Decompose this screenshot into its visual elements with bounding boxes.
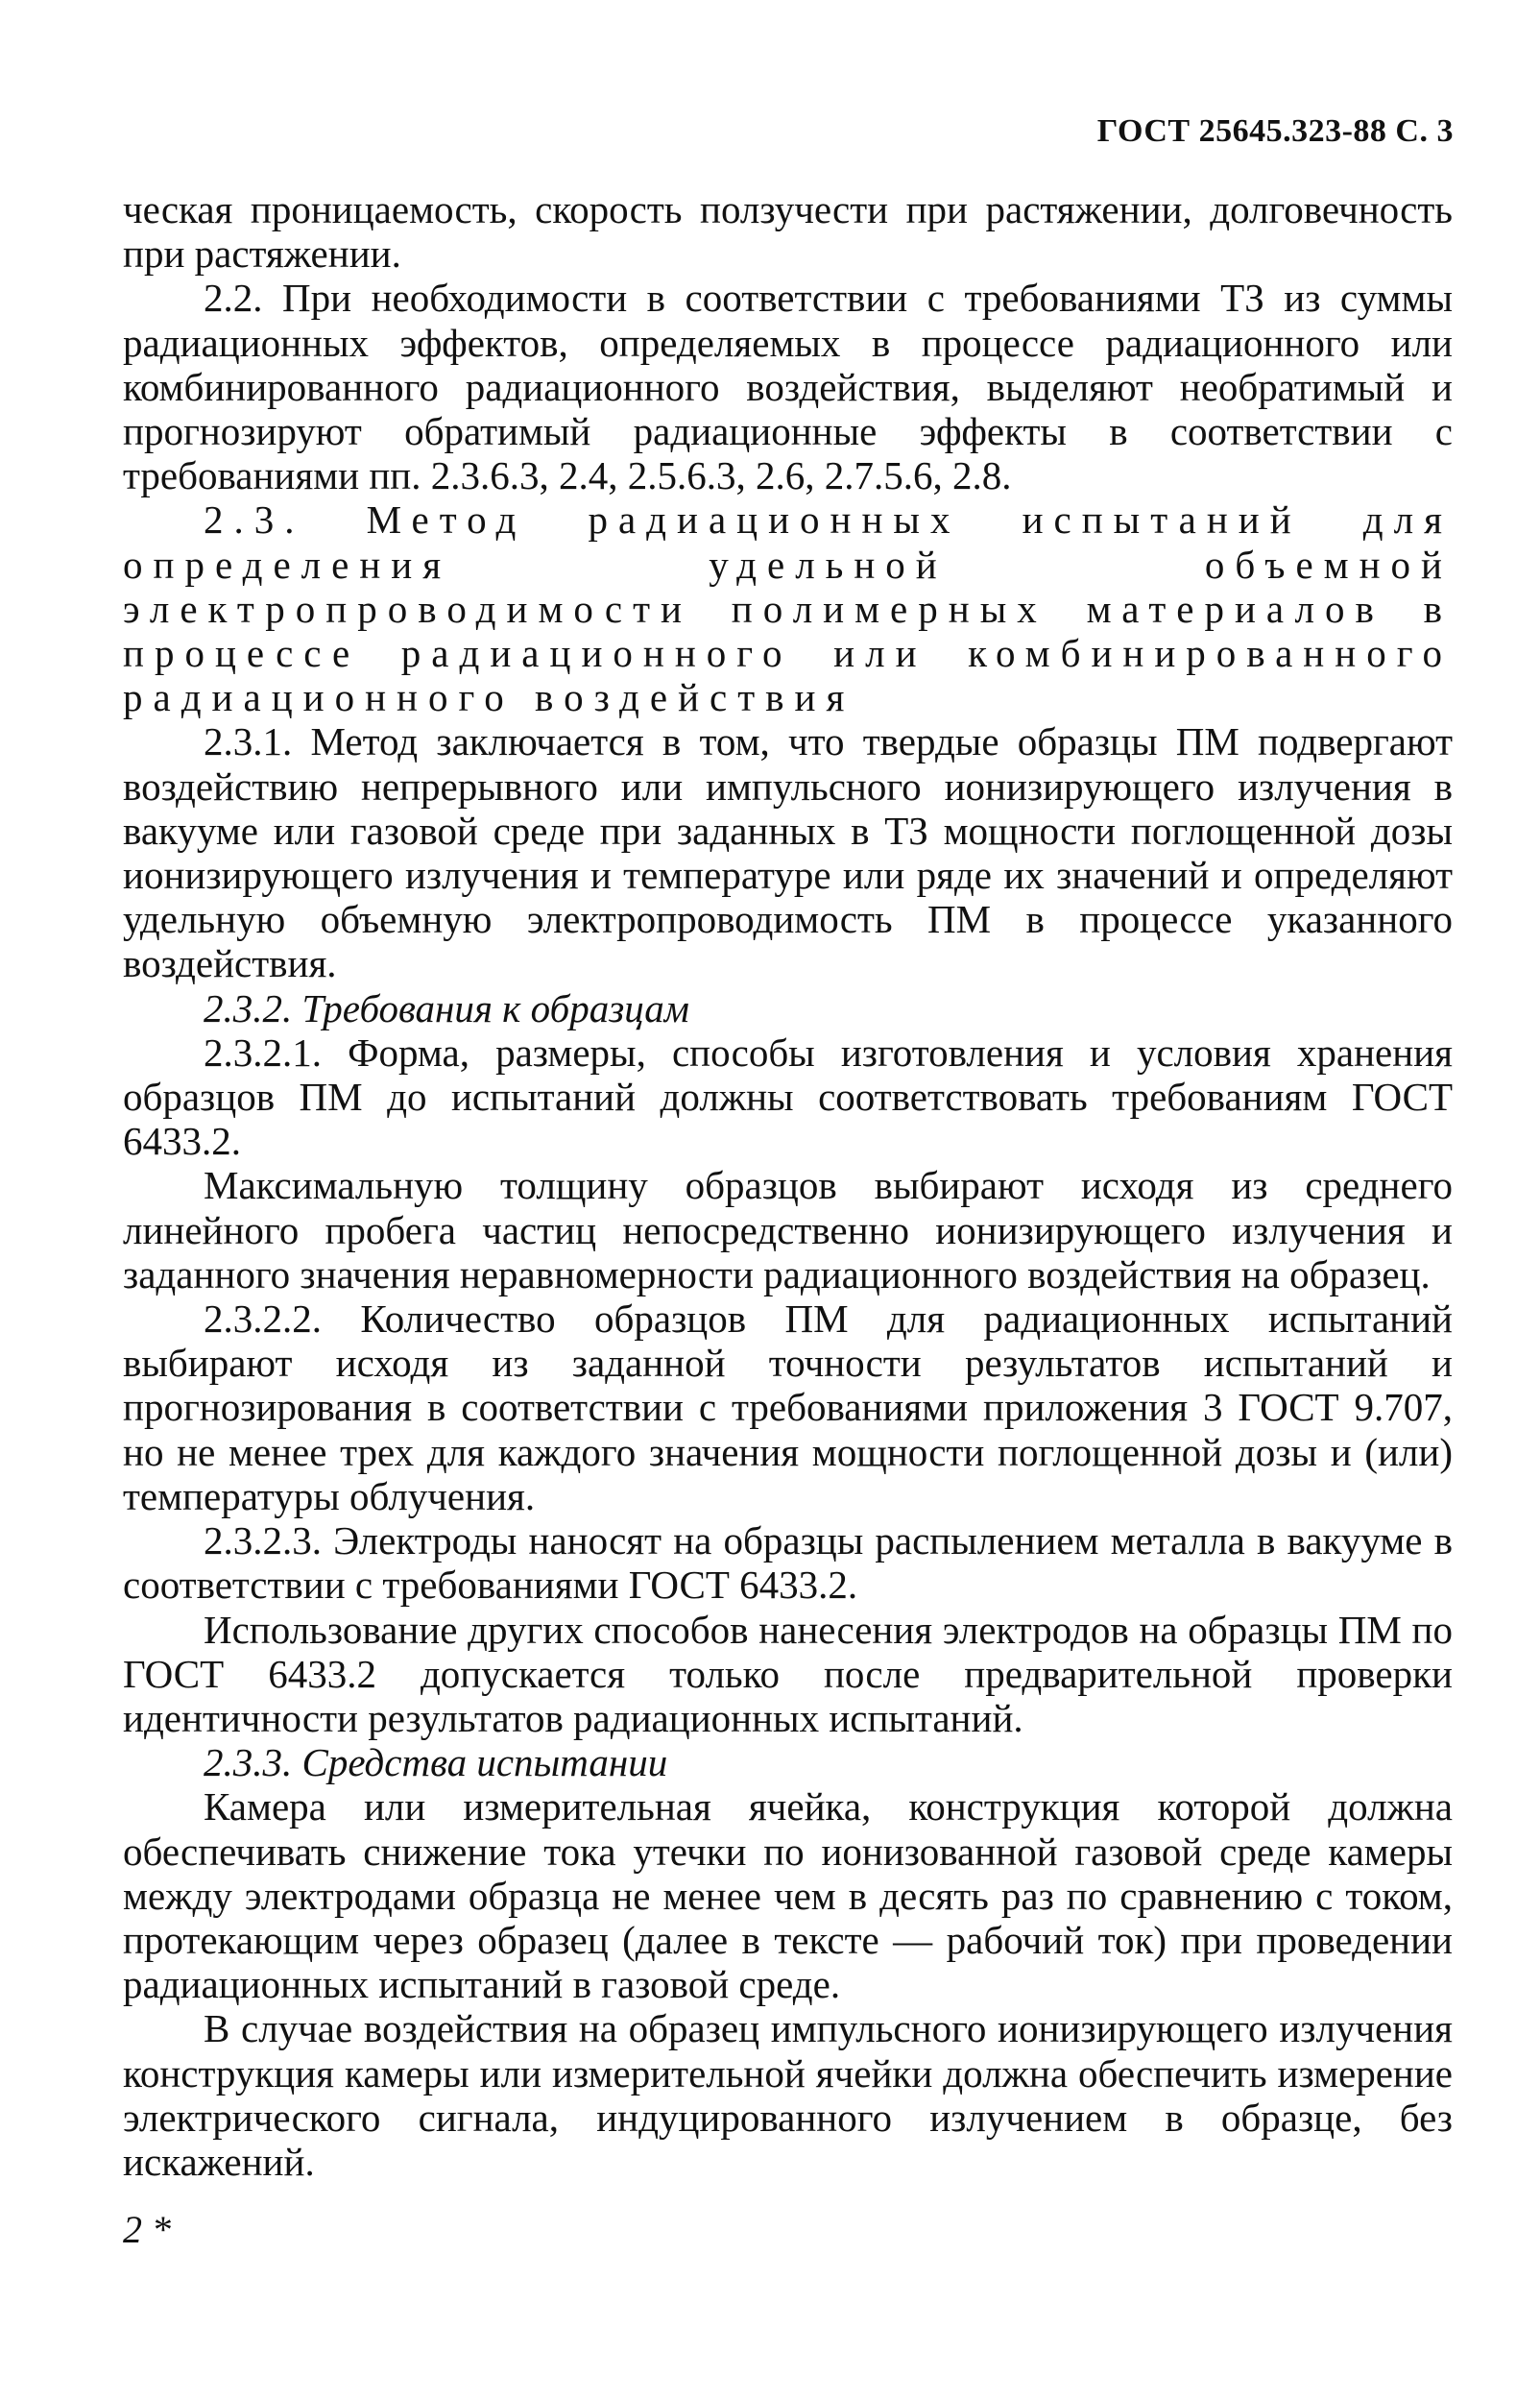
paragraph-2-3-2-2: 2.3.2.2. Количество образцов ПМ для радиационных испытаний выбирают исходя из заданной точности результатов испытаний и прогнозирования в соответствии с требованиями приложения 3 ГОСТ 9.707, но не менее трех для каждого значения мощности поглощенной дозы и (или) температуры облучения.: [123, 1296, 1453, 1518]
paragraph-thickness: Максимальную толщину образцов выбирают исходя из среднего линейного пробега частиц непосредственно ионизирующего излучения и заданного значения неравномерности радиационного воздействия на образец.: [123, 1163, 1453, 1296]
subheading-2-3-3: 2.3.3. Средства испытании: [204, 1740, 668, 1785]
section-heading-2-3: 2.3. Метод радиационных испытаний для определения удельной объемной электропроводимости полимерных материалов в процессе радиационного или комбинированного радиационного воздействия: [123, 497, 1453, 720]
page-header: ГОСТ 25645.323-88 С. 3: [1096, 113, 1454, 149]
paragraph-2-2: 2.2. При необходимости в соответствии с требованиями ТЗ из суммы радиационных эффектов, определяемых в процессе радиационного или комбинированного радиационного воздействия, выделяют необратимый и прогнозируют обратимый радиационные эффекты в соответствии с требованиями пп. 2.3.6.3, 2.4, 2.5.6.3, 2.6, 2.7.5.6, 2.8.: [123, 276, 1453, 498]
paragraph-2-3-2-3: 2.3.2.3. Электроды наносят на образцы распылением металла в вакууме в соответствии с требованиями ГОСТ 6433.2.: [123, 1518, 1453, 1608]
paragraph-1: ческая проницаемость, скорость ползучести при растяжении, долговечность при растяжении.: [123, 187, 1453, 277]
paragraph-chamber: Камера или измерительная ячейка, конструкция которой должна обеспечивать снижение тока утечки по ионизованной газовой среде камеры между электродами образца не менее чем в десять раз по сравнению с током, протекающим через образец (далее в тексте — рабочий ток) при проведении радиационных испытаний в газовой среде.: [123, 1784, 1453, 2007]
paragraph-2-3-2-1: 2.3.2.1. Форма, размеры, способы изготовления и условия хранения образцов ПМ до испытаний должны соответствовать требованиям ГОСТ 6433.2.: [123, 1030, 1453, 1164]
paragraph-2-3-1: 2.3.1. Метод заключается в том, что твердые образцы ПМ подвергают воздействию непрерывного или импульсного ионизирующего излучения в вакууме или газовой среде при заданных в ТЗ мощности поглощенной дозы ионизирующего излучения и температуре или ряде их значений и определяют удельную объемную электропроводимость ПМ в процессе указанного воздействия.: [123, 719, 1453, 986]
paragraph-other-methods: Использование других способов нанесения электродов на образцы ПМ по ГОСТ 6433.2 допускается только после предварительной проверки идентичности результатов радиационных испытаний.: [123, 1607, 1453, 1740]
subheading-2-3-2: 2.3.2. Требования к образцам: [204, 985, 689, 1030]
page-footer-mark: 2 *: [123, 2208, 171, 2251]
document-body: [123, 187, 1453, 2184]
paragraph-pulse: В случае воздействия на образец импульсного ионизирующего излучения конструкция камеры или измерительной ячейки должна обеспечить измерение электрического сигнала, индуцированного излучением в образце, без искажений.: [123, 2006, 1453, 2184]
